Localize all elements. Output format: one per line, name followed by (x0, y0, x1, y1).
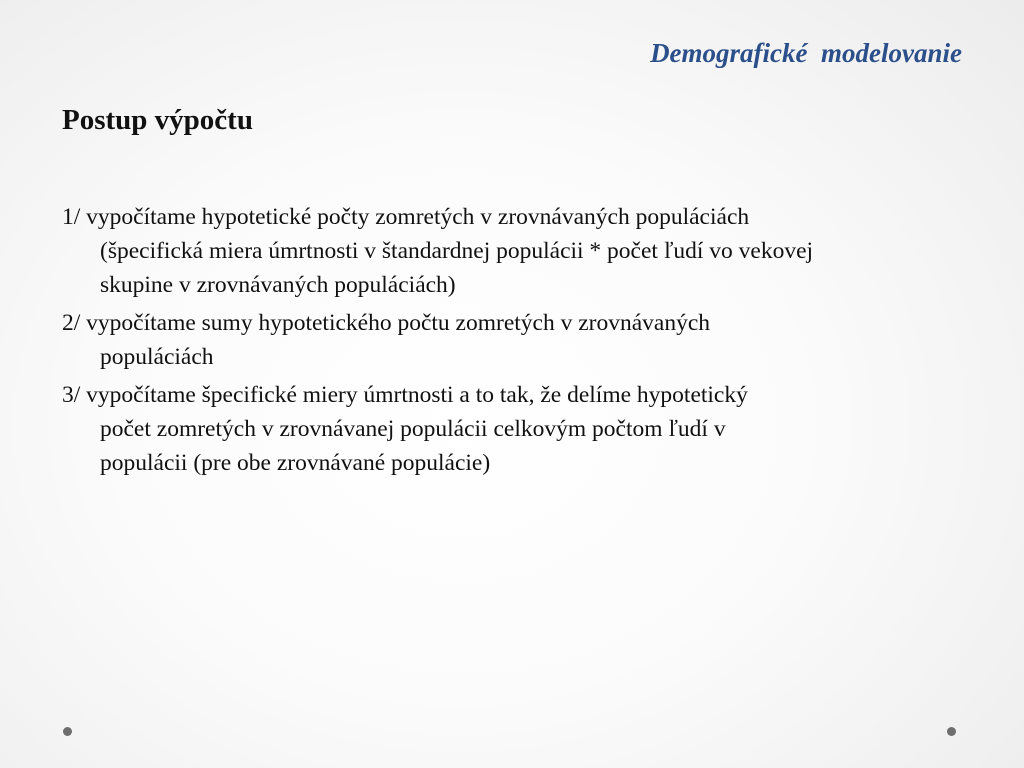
decorative-dot-right (947, 727, 956, 736)
decorative-dot-left (63, 727, 72, 736)
section-heading: Postup výpočtu (62, 104, 253, 136)
slide-title: Demografické modelovanie (650, 38, 962, 68)
step-item-3: 3/ vypočítame špecifické miery úmrtnosti a to tak, že delíme hypotetický počet zomretých v zrovnávanej populácii celkovým počtom ľudí v populácii (pre obe zrovnávané populácie) (62, 382, 748, 476)
step-item-1: 1/ vypočítame hypotetické počty zomretých v zrovnávaných populáciách (špecifická miera úmrtnosti v štandardnej populácii * počet ľudí vo vekovej skupine v zrovnávaných populáciách) (62, 204, 814, 298)
steps-list (62, 200, 972, 484)
step-item-2: 2/ vypočítame sumy hypotetického počtu zomretých v zrovnávaných populáciách (62, 310, 711, 370)
